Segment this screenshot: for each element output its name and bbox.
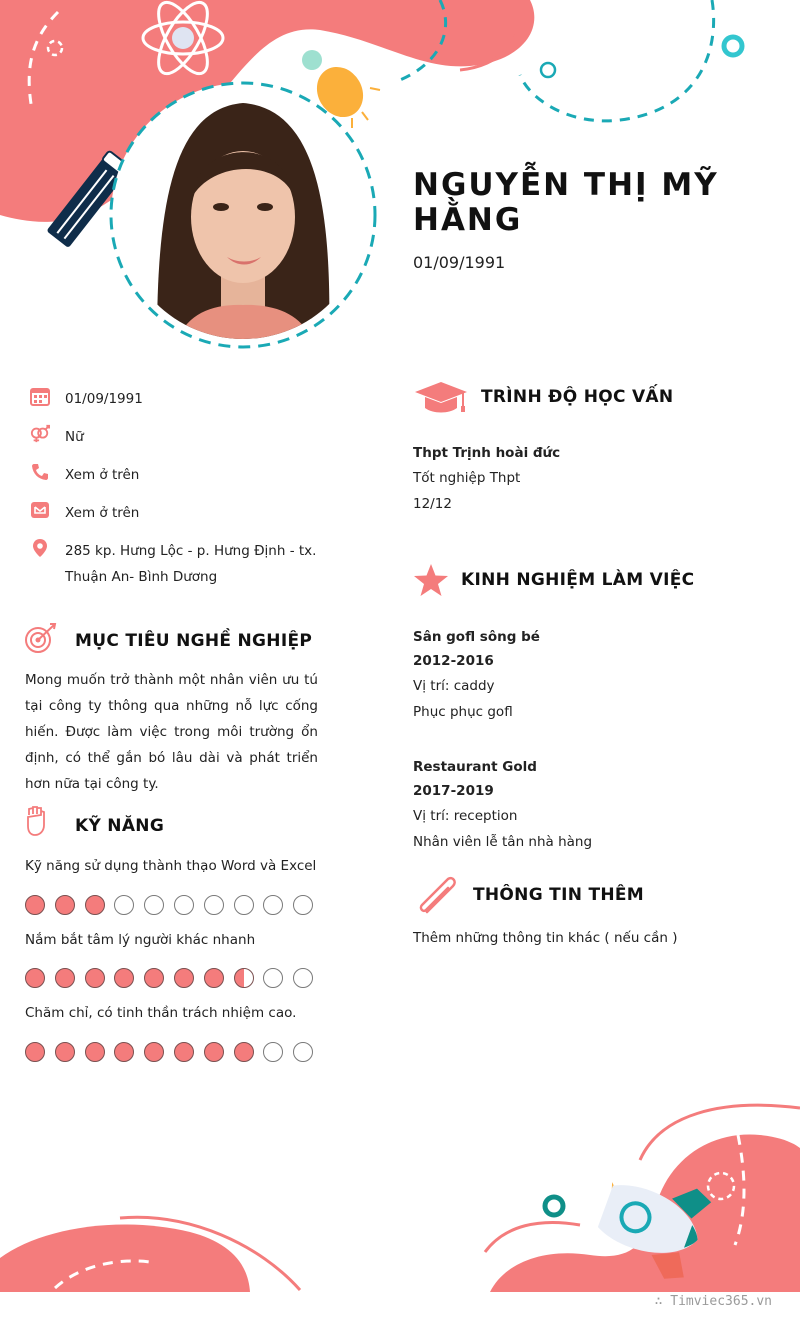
contact-dob-text: 01/09/1991 [65,391,143,407]
extra-text: Thêm những thông tin khác ( nếu cần ) [413,930,678,946]
job-period: 2017-2019 [413,783,494,799]
contact-address-text: 285 kp. Hưng Lộc - p. Hưng Định - tx. Thuận An- Bình Dương [65,543,317,585]
skill-dot [85,968,105,988]
skill-dot [55,895,75,915]
skill-dot [85,1042,105,1062]
skill-dot [25,968,45,988]
job-description: Nhân viên lễ tân nhà hàng [413,834,593,850]
job-period: 2012-2016 [413,653,494,669]
watermark-text: Timviec365.vn [670,1294,772,1309]
skill-dot [234,1042,254,1062]
contact-gender-text: Nữ [65,429,84,445]
job-position: Vị trí: caddy [413,678,495,694]
experience-title: KINH NGHIỆM LÀM VIỆC [461,570,695,590]
skill-dot [174,968,194,988]
objective-title: MỤC TIÊU NGHỀ NGHIỆP [75,631,313,651]
skill-label: Chăm chỉ, có tinh thần trách nhiệm cao. [25,1005,297,1021]
graduation-cap-icon [413,380,469,416]
fist-icon [25,805,47,837]
contact-email-text: Xem ở trên [65,505,140,521]
calendar-icon [30,386,50,406]
skill-dot [55,1042,75,1062]
skill-dot [174,1042,194,1062]
objective-text: Mong muốn trở thành một nhân viên ưu tú tại công ty thông qua những nỗ lực cống hiến. Được làm việc trong môi trường ổn định, có thể gắn bó lâu dài và phát triển hơn nữa tại công ty. [25,672,318,792]
job-position: Vị trí: reception [413,808,518,824]
profile-photo [117,89,369,341]
job-company: Restaurant Gold [413,759,537,775]
gender-icon [30,424,50,444]
watermark [655,1294,772,1309]
paperclip-icon [415,874,459,916]
skill-dot [204,895,224,915]
skill-dot [204,1042,224,1062]
location-icon [30,538,50,558]
skill-dot [25,1042,45,1062]
skill-dot [25,895,45,915]
phone-icon [30,462,50,482]
skill-label: Nắm bắt tâm lý người khác nhanh [25,932,256,948]
education-grade: 12/12 [413,496,452,512]
header-dob: 01/09/1991 [413,253,506,272]
education-degree: Tốt nghiệp Thpt [413,470,521,486]
skill-label: Kỹ năng sử dụng thành thạo Word và Excel [25,858,317,874]
dots-icon: ∴ [654,1294,671,1309]
skill-dot [204,968,224,988]
candidate-name: NGUYỄN THỊ MỸ HẰNG [413,167,719,238]
skill-dot [234,968,254,988]
extra-title: THÔNG TIN THÊM [473,885,644,905]
star-icon [413,563,449,597]
job-company: Sân gofl sông bé [413,629,540,645]
skill-dot [55,968,75,988]
skill-dot [174,895,194,915]
skills-title: KỸ NĂNG [75,816,165,836]
target-icon [24,621,60,655]
skill-dot [85,895,105,915]
skill-dot [234,895,254,915]
job-description: Phục phục gofl [413,704,513,720]
email-icon [30,500,50,520]
bottom-left-blob [0,1224,250,1292]
education-title: TRÌNH ĐỘ HỌC VẤN [481,387,674,407]
contact-phone-text: Xem ở trên [65,467,140,483]
education-school: Thpt Trịnh hoài đức [413,445,561,461]
